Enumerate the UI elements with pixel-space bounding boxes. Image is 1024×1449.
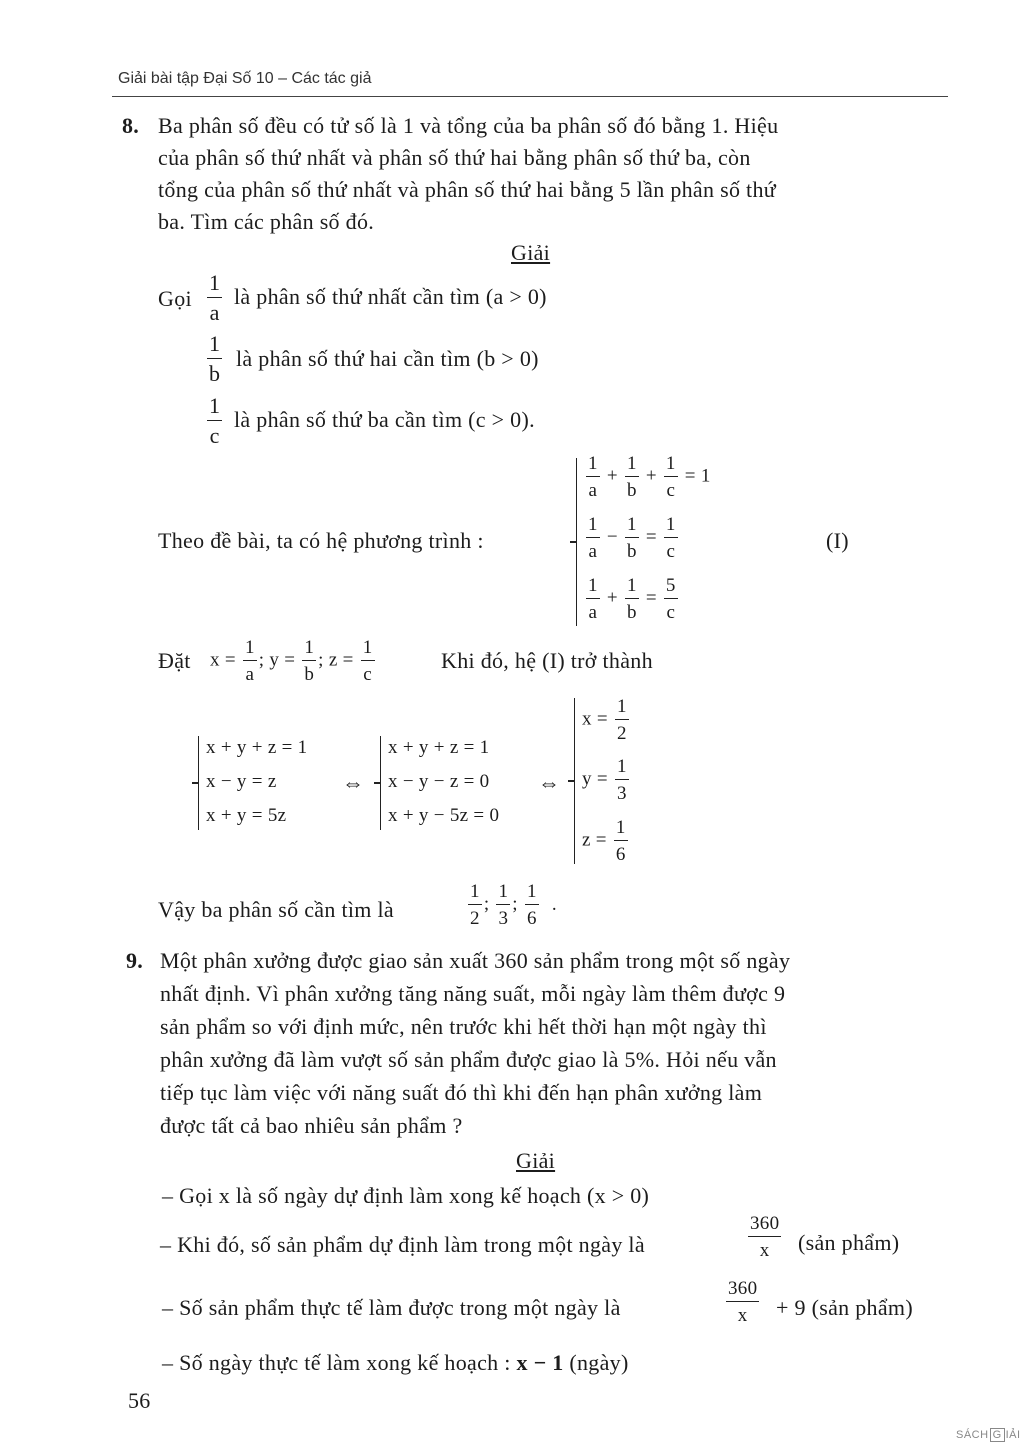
solution-y: y = $\frac{1}{3}$: [582, 756, 627, 805]
fraction-360-x: $\frac{360}{x}$: [750, 1213, 780, 1262]
problem-9-line-3: sản phẩm so với định mức, nên trước khi hết thời hạn một ngày thì: [160, 1014, 767, 1039]
fraction-1-c: $\frac{1}{c}$: [209, 393, 221, 449]
equivalence-arrow-2: ⇔: [538, 770, 561, 795]
bullet-4: – Số ngày thực tế làm xong kế hoạch : x − 1 (ngày): [162, 1350, 629, 1375]
system-3-brace: [574, 698, 575, 864]
page-number: 56: [128, 1388, 151, 1413]
brace-tip: [568, 780, 574, 782]
substitution: x = $\frac{1}{a}$ ; y = $\frac{1}{b}$ ; z = $\frac{1}{c}$: [210, 637, 373, 686]
fraction-1-b: $\frac{1}{b}$: [209, 331, 221, 387]
theo-de-bai: Theo đề bài, ta có hệ phương trình :: [158, 528, 484, 553]
solution-x: x = $\frac{1}{2}$: [582, 696, 627, 745]
conclusion-text: Vậy ba phân số cần tìm là: [158, 897, 394, 922]
system-1-eq-2: x − y = z: [206, 771, 277, 792]
problem-9-number: 9.: [126, 948, 144, 973]
system-I-label: (I): [826, 528, 849, 553]
fraction-360-x-2: $\frac{360}{x}$: [728, 1278, 758, 1327]
problem-9-line-2: nhất định. Vì phân xưởng tăng năng suất, mỗi ngày làm thêm được 9: [160, 981, 786, 1006]
problem-9-line-1: Một phân xưởng được giao sản xuất 360 sản phẩm trong một số ngày: [160, 948, 791, 973]
brace-tip: [374, 782, 380, 784]
problem-8-line-2: của phân số thứ nhất và phân số thứ hai bằng phân số thứ ba, còn: [158, 145, 751, 170]
bullet-3-unit: + 9 (sản phẩm): [776, 1295, 913, 1320]
definition-a: là phân số thứ nhất cần tìm (a > 0): [234, 284, 547, 309]
brace-tip: [570, 541, 576, 543]
solution-z: z = $\frac{1}{6}$: [582, 817, 626, 866]
system-1-brace: [198, 736, 199, 830]
system-I-eq-2: $\frac{1}{a}$ − $\frac{1}{b}$ = $\frac{1}{c}$: [588, 514, 676, 563]
header-rule: [112, 96, 948, 97]
solution-heading-9: Giải: [516, 1148, 556, 1173]
system-1-eq-1: x + y + z = 1: [206, 737, 308, 758]
bullet-1: – Gọi x là số ngày dự định làm xong kế hoạch (x > 0): [162, 1183, 650, 1208]
system-I-brace: [576, 458, 577, 626]
system-1-eq-3: x + y = 5z: [206, 805, 287, 826]
problem-8-line-3: tổng của phân số thứ nhất và phân số thứ hai bằng 5 lần phân số thứ: [158, 177, 776, 202]
khi-do-text: Khi đó, hệ (I) trở thành: [441, 648, 653, 673]
solution-heading-8: Giải: [511, 240, 551, 265]
fraction-1-a: $\frac{1}{a}$: [209, 270, 221, 326]
brand-watermark: SÁCH G IẢI: [956, 1429, 1021, 1441]
system-2-eq-3: x + y − 5z = 0: [388, 805, 500, 826]
brace-tip: [192, 782, 198, 784]
problem-8-line-4: ba. Tìm các phân số đó.: [158, 209, 375, 234]
dat-label: Đặt: [158, 648, 191, 673]
bullet-2: – Khi đó, số sản phẩm dự định làm trong một ngày là: [160, 1232, 645, 1257]
bullet-2-unit: (sản phẩm): [798, 1230, 900, 1255]
definition-b: là phân số thứ hai cần tìm (b > 0): [236, 346, 539, 371]
problem-9-line-6: được tất cả bao nhiêu sản phẩm ?: [160, 1113, 463, 1138]
system-2-eq-1: x + y + z = 1: [388, 737, 490, 758]
definition-c: là phân số thứ ba cần tìm (c > 0).: [234, 407, 535, 432]
running-header: Giải bài tập Đại Số 10 – Các tác giả: [118, 70, 372, 87]
system-I-eq-3: $\frac{1}{a}$ + $\frac{1}{b}$ = $\frac{5}{c}$: [588, 575, 676, 624]
conclusion-fractions: $\frac{1}{2}$ ; $\frac{1}{3}$ ; $\frac{1}{6}$ .: [470, 881, 557, 930]
equivalence-arrow-1: ⇔: [342, 770, 365, 795]
bullet-3: – Số sản phẩm thực tế làm được trong một ngày là: [162, 1295, 621, 1320]
problem-8-number: 8.: [122, 113, 140, 138]
problem-9-line-5: tiếp tục làm việc với năng suất đó thì khi đến hạn phân xưởng làm: [160, 1080, 763, 1105]
goi-label: Gọi: [158, 286, 192, 311]
problem-9-line-4: phân xưởng đã làm vượt số sản phẩm được giao là 5%. Hỏi nếu vẫn: [160, 1047, 777, 1072]
system-2-eq-2: x − y − z = 0: [388, 771, 490, 792]
problem-8-line-1: Ba phân số đều có tử số là 1 và tổng của ba phân số đó bằng 1. Hiệu: [158, 113, 779, 138]
system-I-eq-1: $\frac{1}{a}$ + $\frac{1}{b}$ + $\frac{1}{c}$ = 1: [588, 453, 711, 502]
system-2-brace: [380, 736, 381, 830]
